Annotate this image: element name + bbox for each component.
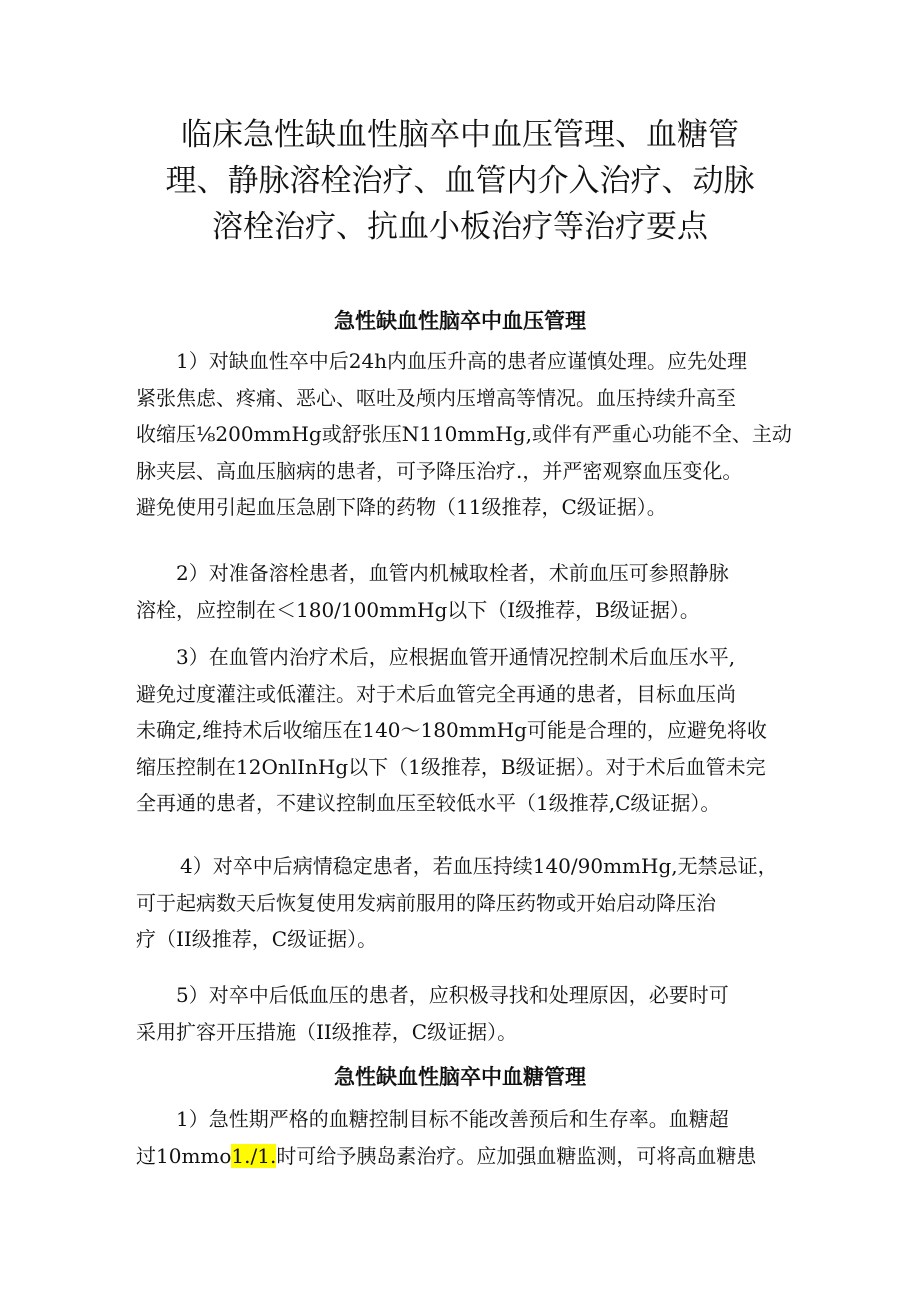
text-line: 缩压控制在12OnlInHg以下（1级推荐，B级证据）。对于术后血管未完 [136, 754, 766, 779]
document-title [100, 112, 820, 250]
text-line: 5）对卒中后低血压的患者，应积极寻找和处理原因，必要时可 [176, 983, 729, 1007]
title-line: 溶栓治疗、抗血小板治疗等治疗要点 [212, 209, 708, 245]
text-line: 可于起病数天后恢复使用发病前服用的降压药物或开始启动降压治 [136, 890, 716, 915]
paragraph-bp-4 [136, 848, 796, 958]
text-line: 1）对缺血性卒中后24h内血压升高的患者应谨慎处理。应先处理 [176, 349, 748, 373]
paragraph-glucose-1 [136, 1101, 796, 1174]
paragraph-bp-1 [136, 343, 796, 526]
text-line: 溶栓，应控制在＜180/100mmHg以下（I级推荐，B级证据）。 [136, 597, 700, 622]
highlighted-text: 1./1. [231, 1143, 277, 1168]
text-line: 2）对准备溶栓患者，血管内机械取栓者，术前血压可参照静脉 [176, 561, 729, 585]
text-line [136, 1138, 796, 1175]
text-segment: 过10mmo [136, 1143, 232, 1168]
text-line: 全再通的患者，不建议控制血压至较低水平（1级推荐,C级证据）。 [136, 791, 721, 816]
paragraph-bp-2 [136, 555, 796, 628]
text-line: 避免使用引起血压急剧下降的药物（11级推荐，C级证据）。 [136, 495, 667, 520]
title-line: 理、静脉溶栓治疗、血管内介入治疗、动脉 [165, 163, 755, 199]
text-line: 疗（II级推荐，C级证据）。 [136, 927, 378, 952]
text-line: 1）急性期严格的血糖控制目标不能改善预后和生存率。血糖超 [176, 1107, 729, 1131]
text-line: 4）对卒中后病情稳定患者，若血压持续140/90mmHg,无禁忌证， [180, 854, 778, 878]
section-heading-blood-glucose: 急性缺血性脑卒中血糖管理 [334, 1065, 586, 1089]
section-heading-blood-pressure: 急性缺血性脑卒中血压管理 [334, 309, 586, 333]
text-line: 3）在血管内治疗术后，应根据血管开通情况控制术后血压水平, [176, 645, 736, 669]
text-segment: 时可给予胰岛素治疗。应加强血糖监测，可将高血糖患 [276, 1143, 757, 1168]
paragraph-bp-5 [136, 977, 796, 1050]
text-line: 未确定,维持术后收缩压在140～180mmHg可能是合理的，应避免将收 [136, 718, 767, 743]
paragraph-bp-3 [136, 639, 796, 822]
text-line: 紧张焦虑、疼痛、恶心、呕吐及颅内压增高等情况。血压持续升高至 [136, 385, 736, 410]
title-line: 临床急性缺血性脑卒中血压管理、血糖管 [181, 117, 739, 153]
text-line: 脉夹层、高血压脑病的患者，可予降压治疗.，并严密观察血压变化。 [136, 458, 743, 483]
text-line: 采用扩容开压措施（II级推荐，C级证据）。 [136, 1019, 518, 1044]
text-line: 避免过度灌注或低灌注。对于术后血管完全再通的患者，目标血压尚 [136, 681, 736, 706]
text-line: 收缩压⅛200mmHg或舒张压N110mmHg,或伴有严重心功能不全、主动 [136, 422, 792, 447]
